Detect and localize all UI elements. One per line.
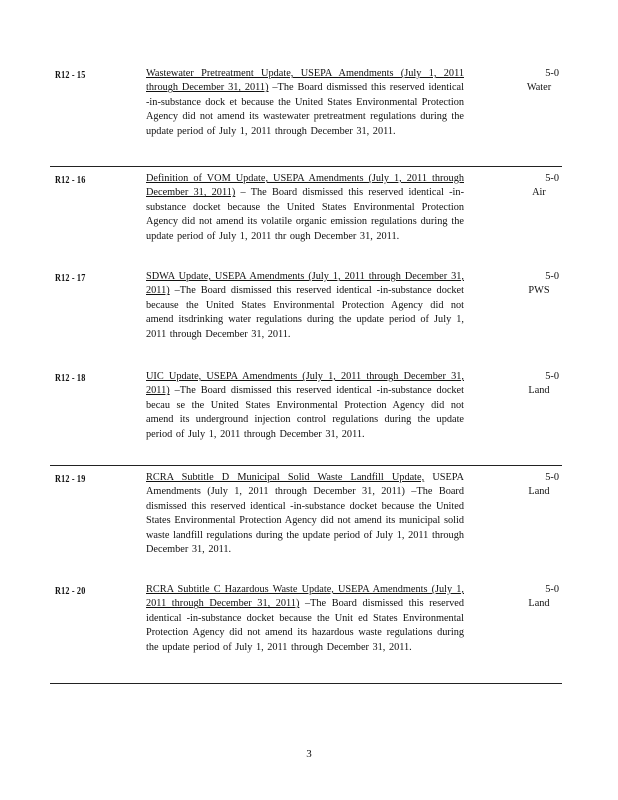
docket-description xyxy=(146,471,464,557)
docket-title: RCRA Subtitle C Hazardous Waste Update, USEPA Amendments (July 1, 2011 through December 31, 2011) xyxy=(146,584,464,610)
docket-title: Definition of VOM Update, USEPA Amendments (July 1, 2011 through December 31, 2011) xyxy=(146,173,464,199)
docket-number: R12 - 19 xyxy=(55,474,86,485)
page-number: 3 xyxy=(306,748,312,760)
vote-column xyxy=(513,172,559,201)
docket-description xyxy=(146,270,464,342)
docket-text: – The Board dismissed this reserved identical -in-substance docket because the United States Environmental Protection Agency did not amend its volatile organic emission regulations during the update period of July 1, 2011 thr ough December 31, 2011. xyxy=(146,187,465,242)
docket-number: R12 - 20 xyxy=(55,586,86,597)
media-type: PWS xyxy=(528,285,550,297)
docket-title: SDWA Update, USEPA Amendments (July 1, 2011 through December 31, 2011) xyxy=(146,271,464,297)
vote-count: 5-0 xyxy=(545,371,559,382)
docket-text: –The Board dismissed this reserved identical -in-substance docket because the Unit ed States Environmental Protection Agency did not amend its hazardous waste regulations during the update period of July 1, 2011 through December 31, 2011. xyxy=(146,598,464,653)
docket-entry xyxy=(50,166,562,265)
docket-text: –The Board dismissed this reserved identical -in-substance docket becau se the United States Environmental Protection Agency did not amend its underground injection control regulations during the update period of July 1, 2011 through December 31, 2011. xyxy=(146,385,464,440)
media-type: Land xyxy=(528,486,550,498)
vote-column xyxy=(513,370,559,399)
docket-number: R12 - 17 xyxy=(55,273,86,284)
docket-number: R12 - 18 xyxy=(55,373,86,384)
docket-entry xyxy=(50,62,562,166)
vote-count: 5-0 xyxy=(545,271,559,282)
docket-text: USEPA Amendments (July 1, 2011 through December 31, 2011) –The Board dismissed this reserved identical -in-substance docket because the United States Environmental Protection Agency did not amend its municipal solid waste landfill regulations during the update period of July 1, 2011 through December 31, 2011. xyxy=(146,472,464,556)
vote-count: 5-0 xyxy=(545,173,559,184)
media-type: Land xyxy=(528,598,550,610)
docket-description xyxy=(146,172,464,244)
vote-column xyxy=(513,471,559,500)
vote-count: 5-0 xyxy=(545,584,559,595)
vote-count: 5-0 xyxy=(545,68,559,79)
docket-title: RCRA Subtitle D Municipal Solid Waste Landfill Update, xyxy=(146,472,425,483)
media-type: Air xyxy=(532,187,546,199)
docket-entry xyxy=(50,365,562,465)
vote-column xyxy=(513,583,559,612)
media-type: Land xyxy=(528,385,550,397)
docket-text: –The Board dismissed this reserved identical -in-substance dock et because the United States Environmental Protection Agency did not amend its wastewater pretreatment regulations during the update period of July 1, 2011 through December 31, 2011. xyxy=(146,82,464,137)
docket-number: R12 - 15 xyxy=(55,70,86,81)
docket-description xyxy=(146,583,464,655)
docket-description xyxy=(146,370,464,442)
docket-title: UIC Update, USEPA Amendments (July 1, 2011 through December 31, 2011) xyxy=(146,371,464,397)
vote-column xyxy=(513,67,559,96)
docket-description xyxy=(146,67,464,139)
docket-text: –The Board dismissed this reserved identical -in-substance docket because the United States Environmental Protection Agency did not amend itsdrinking water regulations during the update period of July 1, 2011 through December 31, 2011. xyxy=(146,285,464,340)
vote-column xyxy=(513,270,559,299)
docket-entry xyxy=(50,465,562,578)
media-type: Water xyxy=(526,82,552,94)
docket-title: Wastewater Pretreatment Update, USEPA Amendments (July 1, 2011 through December 31, 2011) xyxy=(146,68,464,94)
docket-entry xyxy=(50,265,562,365)
docket-entry xyxy=(50,578,562,684)
docket-number: R12 - 16 xyxy=(55,175,86,186)
vote-count: 5-0 xyxy=(545,472,559,483)
